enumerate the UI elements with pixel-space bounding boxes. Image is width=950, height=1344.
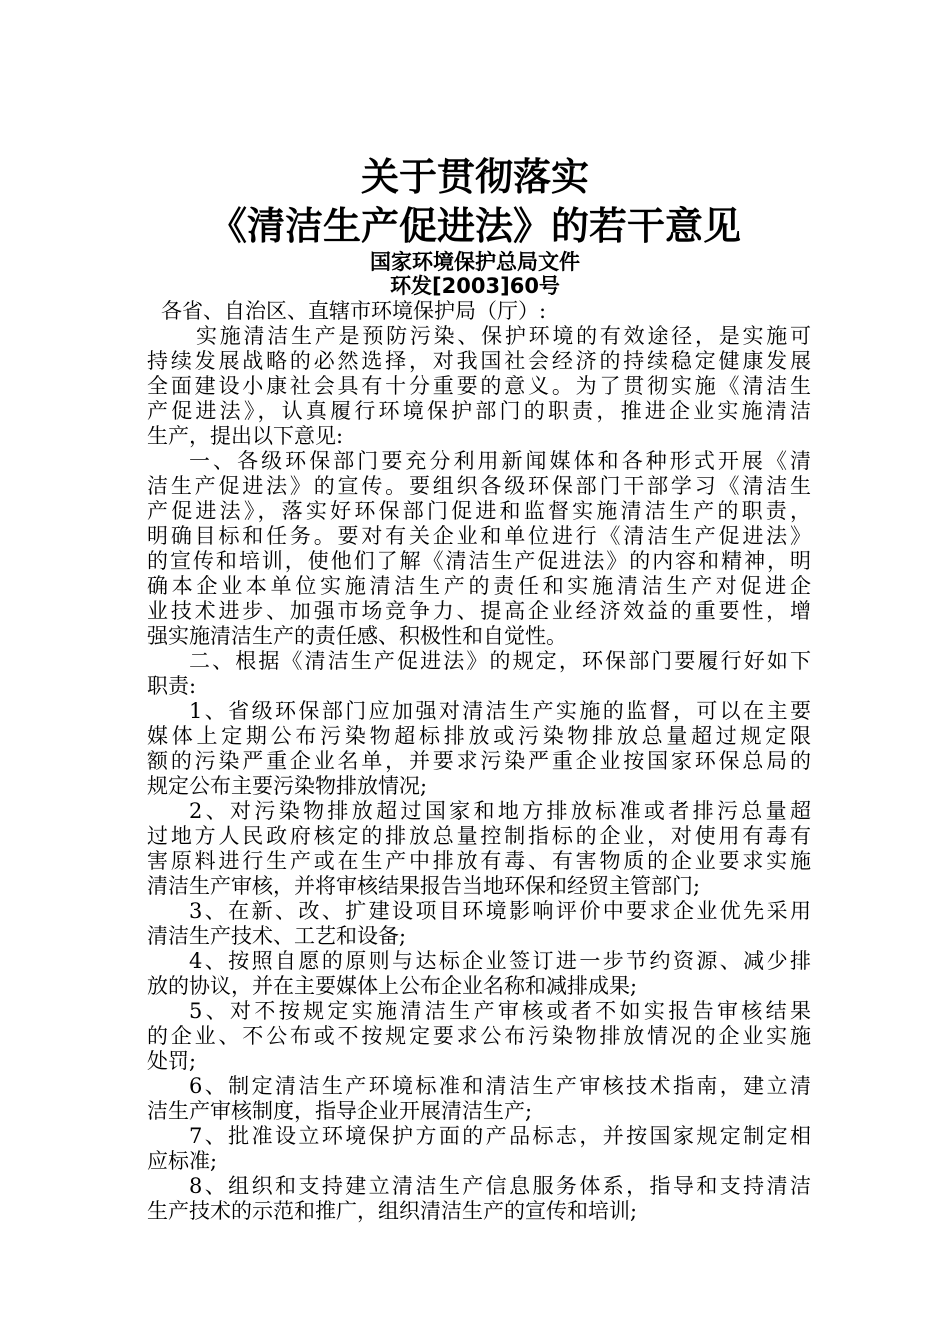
body-line: 6、制定清洁生产环境标准和清洁生产审核技术指南，建立清	[189, 1074, 811, 1098]
body-line: 2、对污染物排放超过国家和地方排放标准或者排污总量超	[189, 799, 811, 823]
document-issuer: 国家环境保护总局文件	[370, 250, 580, 274]
body-line: 产促进法》，认真履行环境保护部门的职责，推进企业实施清洁	[147, 399, 811, 423]
body-line: 7、批准设立环境保护方面的产品标志，并按国家规定制定相	[189, 1124, 811, 1148]
body-line: 全面建设小康社会具有十分重要的意义。为了贯彻实施《清洁生	[147, 374, 811, 398]
addressee-line: 各省、自治区、直辖市环境保护局（厅）:	[161, 299, 547, 323]
body-line: 媒体上定期公布污染物超标排放或污染物排放总量超过规定限	[147, 724, 811, 748]
body-line: 8、组织和支持建立清洁生产信息服务体系，指导和支持清洁	[189, 1174, 811, 1198]
body-line: 3、在新、改、扩建设项目环境影响评价中要求企业优先采用	[189, 899, 811, 923]
body-line: 4、按照自愿的原则与达标企业签订进一步节约资源、减少排	[189, 949, 811, 973]
body-line: 一、各级环保部门要充分利用新闻媒体和各种形式开展《清	[189, 449, 811, 473]
body-line: 洁生产促进法》的宣传。要组织各级环保部门干部学习《清洁生	[147, 474, 811, 498]
body-line: 产促进法》，落实好环保部门促进和监督实施清洁生产的职责，	[147, 499, 811, 523]
body-line: 二、根据《清洁生产促进法》的规定，环保部门要履行好如下	[189, 649, 811, 673]
body-line: 过地方人民政府核定的排放总量控制指标的企业，对使用有毒有	[147, 824, 811, 848]
document-body	[147, 299, 811, 1224]
body-line: 生产技术的示范和推广，组织清洁生产的宣传和培训;	[147, 1199, 638, 1223]
body-line: 清洁生产技术、工艺和设备;	[147, 924, 407, 948]
body-line: 实施清洁生产是预防污染、保护环境的有效途径，是实施可	[196, 324, 811, 348]
body-line: 生产，提出以下意见:	[147, 424, 344, 448]
body-line: 害原料进行生产或在生产中排放有毒、有害物质的企业要求实施	[147, 849, 811, 873]
body-line: 明确目标和任务。要对有关企业和单位进行《清洁生产促进法》	[147, 524, 811, 548]
body-line: 5、对不按规定实施清洁生产审核或者不如实报告审核结果	[189, 999, 811, 1023]
document-title-line-2: 《清洁生产促进法》的若干意见	[208, 204, 741, 248]
body-line: 应标准;	[147, 1149, 218, 1173]
body-line: 确本企业本单位实施清洁生产的责任和实施清洁生产对促进企	[147, 574, 811, 598]
body-line: 额的污染严重企业名单，并要求污染严重企业按国家环保总局的	[147, 749, 811, 773]
body-line: 业技术进步、加强市场竞争力、提高企业经济效益的重要性，增	[147, 599, 811, 623]
body-line: 清洁生产审核，并将审核结果报告当地环保和经贸主管部门;	[147, 874, 701, 898]
body-line: 职责:	[147, 674, 197, 698]
body-line: 1、省级环保部门应加强对清洁生产实施的监督，可以在主要	[189, 699, 811, 723]
body-line: 处罚;	[147, 1049, 197, 1073]
document-title-line-1: 关于贯彻落实	[360, 155, 589, 199]
body-line: 规定公布主要污染物排放情况;	[147, 774, 428, 798]
body-line: 持续发展战略的必然选择，对我国社会经济的持续稳定健康发展	[147, 349, 811, 373]
document-number: 环发[2003]60号	[390, 274, 560, 298]
body-line: 洁生产审核制度，指导企业开展清洁生产;	[147, 1099, 533, 1123]
body-line: 强实施清洁生产的责任感、积极性和自觉性。	[147, 624, 567, 648]
body-line: 的宣传和培训，使他们了解《清洁生产促进法》的内容和精神，明	[147, 549, 811, 573]
body-line: 的企业、不公布或不按规定要求公布污染物排放情况的企业实施	[147, 1024, 811, 1048]
body-line: 放的协议，并在主要媒体上公布企业名称和减排成果;	[147, 974, 638, 998]
